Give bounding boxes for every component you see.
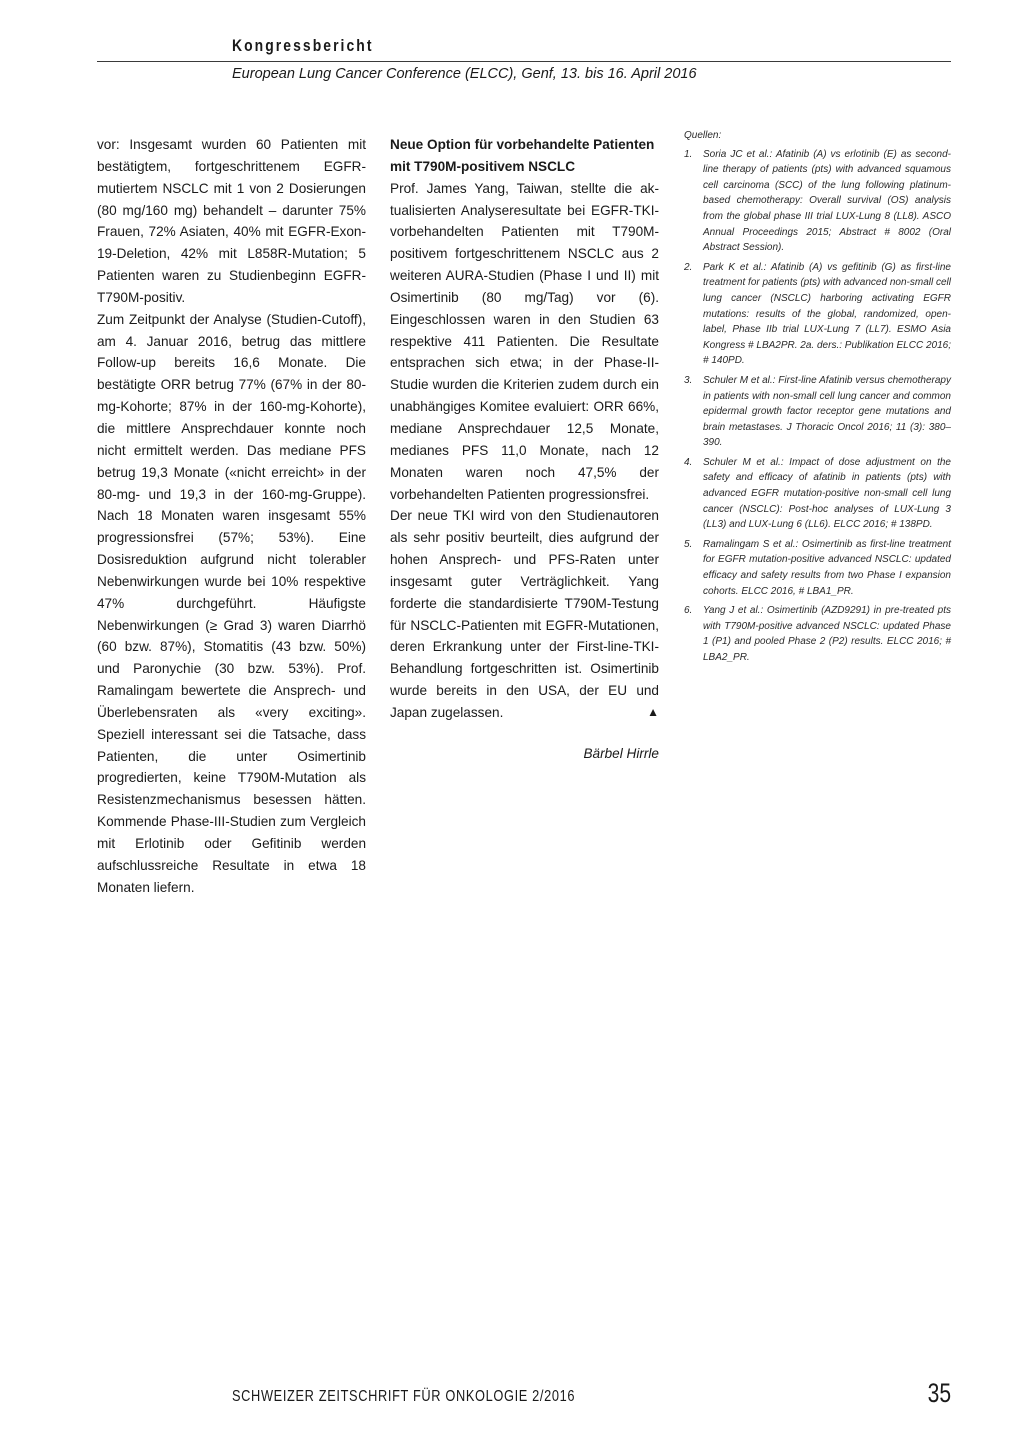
page-number: 35 — [927, 1378, 951, 1408]
reference-text: Ramalingam S et al.: Osimertinib as first-line treatment for EGFR mutation-positive advanced NSCLC: updated efficacy and safety results from two Phase I expansion cohorts. ELCC 2016, # LBA1_PR. — [703, 538, 951, 597]
reference-list — [684, 147, 951, 666]
reference-number: 4. — [684, 456, 693, 468]
reference-text: Soria JC et al.: Afatinib (A) vs erlotinib (E) as second-line therapy of patients (pts) with advanced squamous cell carcinoma (SCC) of the lung following platinum-based chemotherapy: Overall survival (OS) analysis from the global phase III trial LUX-Lung 8 (LL8). ASCO Annual Proceedings 2015; Abstract # 8002 (Oral Abstract Session). — [703, 148, 951, 254]
reference-item — [684, 455, 951, 533]
paragraph: vor: Insgesamt wurden 60 Patienten mit bestätigtem, fortgeschrittenem EGFR-mutiertem NSCLC mit 1 von 2 Dosierungen (80 mg/160 mg) behandelt – darunter 75% Frauen, 72% Asiaten, 40% mit EGFR-Exon-19-Deletion, 42% mit L858R-Mutation; 5 Patienten waren zu Studienbeginn EGFR-T790M-positiv. — [97, 137, 366, 305]
reference-text: Park K et al.: Afatinib (A) vs gefitinib (G) as first-line treatment for patients (pts) with advanced non-small cell lung cancer (NSCLC) harboring activating EGFR mutations: results of the global, randomized, open-label, Phase IIb trial LUX-Lung 7 (LL7). ESMO Asia Kongress # LBA2PR. 2a. ders.: Publikation ELCC 2016; # 140PD. — [703, 261, 951, 367]
paragraph — [390, 505, 659, 723]
reference-item — [684, 537, 951, 599]
author-name: Bärbel Hirrle — [583, 745, 659, 761]
paragraph-text: Der neue TKI wird von den Studienautoren als sehr positiv beurteilt, dies aufgrund der hohen Ansprech- und PFS-Raten unter insgesamt guter Verträglichkeit. Yang forderte die standardisierte T790M-Testung für NSCLC-Patienten mit EGFR-Mutationen, deren Erkrankung unter der First-line-TKI-Behandlung fortgeschritten ist. Osimertinib wurde bereits in den USA, der EU und Japan zugelassen. — [390, 508, 659, 720]
end-of-article-mark: ▲ — [647, 704, 659, 719]
reference-item — [684, 147, 951, 256]
reference-item — [684, 603, 951, 665]
reference-text: Yang J et al.: Osimertinib (AZD9291) in pre-treated pts with T790M-positive advanced NSCLC: updated Phase 1 (P1) and pooled Phase 2 (P2) results. ELCC 2016; # LBA2_PR. — [703, 605, 951, 663]
section-title: Kongressbericht — [232, 36, 374, 55]
reference-text: Schuler M et al.: First-line Afatinib versus chemotherapy in patients with non-small cell lung cancer and common epidermal growth factor receptor gene mutations and brain metastases. J Thoracic Oncol 2016; 11 (3): 380–390. — [703, 374, 951, 449]
text-column-1 — [97, 134, 366, 899]
reference-number: 1. — [684, 148, 693, 160]
reference-number: 6. — [684, 605, 693, 617]
header-divider — [97, 61, 951, 62]
paragraph: Zum Zeitpunkt der Analyse (Studien-Cutoff), am 4. Januar 2016, betrug das mittlere Follow-up bereits 16,6 Monate. Die bestätigte ORR betrug 77% (67% in der 80-mg-Kohorte; 87% in der 160-mg-Kohorte), die mittlere Ansprechdauer konnte noch nicht ermittelt werden. Das mediane PFS betrug 19,3 Monate («nicht erreicht» in der 80-mg- und 19,3 in der 160-mg-Gruppe). Nach 18 Monaten waren insgesamt 55% progressionsfrei (57%; 53%). Eine Dosisreduktion aufgrund nicht tolerabler Nebenwirkungen wurde bei 10% respektive 47% durchgeführt. Häufigste Nebenwirkungen (≥ Grad 3) waren Diarrhö (60 bzw. 87%), Stomatitis (43 bzw. 50%) und Paronychie (30 bzw. 53%). Prof. Ramalingam bewertete die Ansprech- und Überlebensraten als «very exciting». Speziell interessant sei die Tatsache, dass Patienten, die unter Osimertinib progredierten, keine T790M-Mutation als Resistenzmechanismus besessen hätten. Kommende Phase-III-Studien zum Vergleich mit Erlotinib oder Gefitinib werden aufschlussreiche Resultate in etwa 18 Monaten liefern. — [97, 311, 366, 895]
references — [684, 128, 951, 670]
reference-text: Schuler M et al.: Impact of dose adjustment on the safety and efficacy of afatinib in patients (pts) with advanced EGFR mutation-positive non-small cell lung cancer (NSCLC): Post-hoc analyses of LUX-Lung 3 (LL3) and LUX-Lung 6 (LL6). ELCC 2016; # 138PD. — [703, 456, 951, 531]
references-label: Quellen: — [684, 130, 722, 141]
reference-number: 3. — [684, 374, 693, 386]
conference-subtitle: European Lung Cancer Conference (ELCC), Genf, 13. bis 16. April 2016 — [232, 66, 697, 82]
section-heading: Neue Option für vorbehandelte Patienten mit T790M-positivem NSCLC — [390, 137, 655, 174]
reference-number: 2. — [684, 261, 693, 273]
reference-item — [684, 373, 951, 451]
reference-item — [684, 260, 951, 369]
paragraph: Prof. James Yang, Taiwan, stellte die aktualisierten Analyseresultate bei EGFR-TKI-vorbehandelten Patienten mit T790M-positivem fortgeschrittenem NSCLC aus 2 weiteren AURA-Studien (Phase I und II) mit Osimertinib (80 mg/Tag) vor (6). Eingeschlossen waren in den Studien 63 respektive 411 Patienten. Die Resultate entsprachen sich etwa; in der Phase-II-Studie wurden die Kriterien zudem durch ein unabhängiges Komitee evaluiert: ORR 66%, mediane Ansprechdauer 12,5 Monate, medianes PFS 11,0 Monate, nach 12 Monaten waren noch 47,5% der vorbehandelten Patienten progressionsfrei. — [390, 180, 659, 502]
journal-footer: SCHWEIZER ZEITSCHRIFT FÜR ONKOLOGIE 2/2016 — [232, 1388, 576, 1405]
text-column-2 — [390, 134, 659, 765]
reference-number: 5. — [684, 538, 693, 550]
